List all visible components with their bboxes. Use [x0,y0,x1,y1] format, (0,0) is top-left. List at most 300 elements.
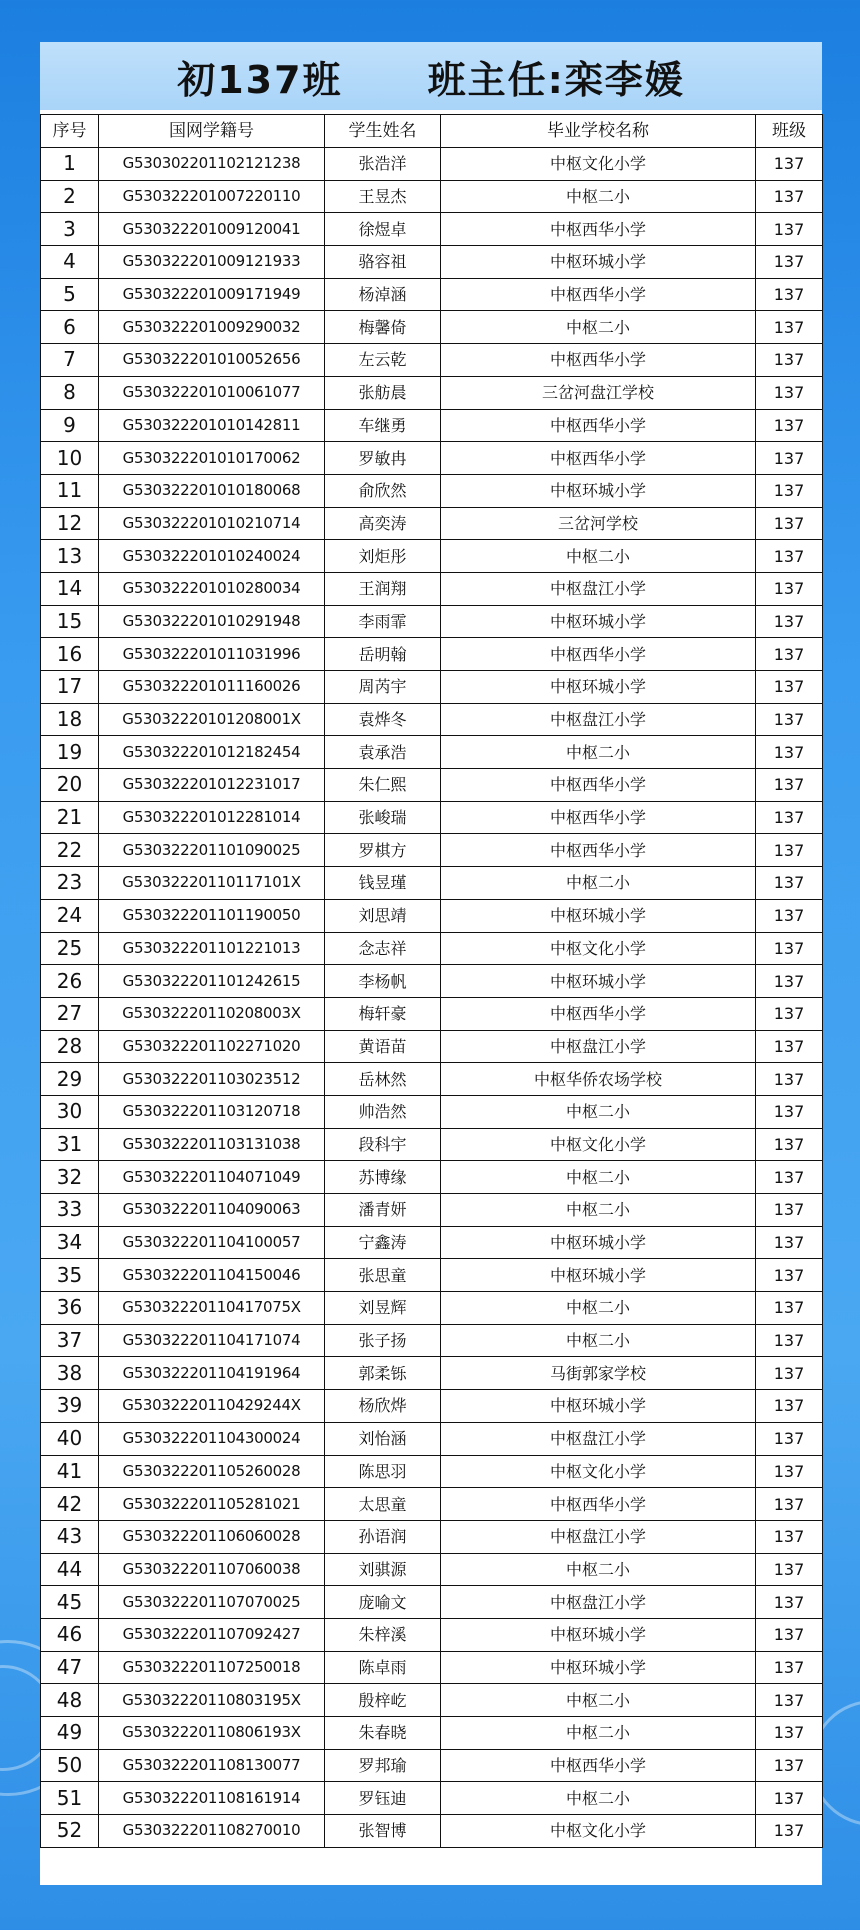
cell-student-name: 车继勇 [325,409,441,442]
cell-seq: 33 [41,1194,99,1227]
cell-student-name: 袁烨冬 [325,703,441,736]
cell-class: 137 [756,1520,823,1553]
cell-student-id: G530322201104150046 [99,1259,325,1292]
table-row [41,1618,823,1651]
cell-class: 137 [756,180,823,213]
table-row [41,1684,823,1717]
cell-student-name: 李杨帆 [325,965,441,998]
table-row [41,1324,823,1357]
cell-school: 中枢二小 [441,867,756,900]
cell-student-name: 朱春晓 [325,1717,441,1750]
cell-class: 137 [756,572,823,605]
cell-student-name: 刘昱辉 [325,1292,441,1325]
cell-seq: 50 [41,1749,99,1782]
table-row [41,1259,823,1292]
cell-seq: 12 [41,507,99,540]
cell-seq: 22 [41,834,99,867]
cell-school: 中枢盘江小学 [441,1030,756,1063]
cell-seq: 36 [41,1292,99,1325]
cell-class: 137 [756,1095,823,1128]
cell-seq: 48 [41,1684,99,1717]
cell-student-id: G530322201011160026 [99,671,325,704]
cell-school: 中枢西华小学 [441,997,756,1030]
cell-student-name: 郭柔铄 [325,1357,441,1390]
cell-school: 中枢环城小学 [441,605,756,638]
cell-class: 137 [756,1717,823,1750]
roster-title [40,42,822,110]
cell-student-name: 岳明翰 [325,638,441,671]
table-row [41,278,823,311]
cell-seq: 11 [41,474,99,507]
cell-class: 137 [756,932,823,965]
table-row [41,1194,823,1227]
cell-school: 中枢西华小学 [441,213,756,246]
cell-class: 137 [756,278,823,311]
cell-seq: 30 [41,1095,99,1128]
cell-seq: 26 [41,965,99,998]
cell-school: 中枢环城小学 [441,965,756,998]
table-row [41,1553,823,1586]
table-row [41,1226,823,1259]
cell-student-id: G530322201010061077 [99,376,325,409]
cell-student-name: 帅浩然 [325,1095,441,1128]
cell-student-name: 张子扬 [325,1324,441,1357]
cell-student-id: G530322201106060028 [99,1520,325,1553]
cell-school: 中枢二小 [441,1095,756,1128]
cell-seq: 27 [41,997,99,1030]
table-row [41,834,823,867]
cell-class: 137 [756,1488,823,1521]
cell-student-id: G53032220101208001X [99,703,325,736]
cell-class: 137 [756,1226,823,1259]
table-row [41,1782,823,1815]
cell-school: 中枢环城小学 [441,1259,756,1292]
cell-school: 中枢二小 [441,1717,756,1750]
cell-student-name: 陈卓雨 [325,1651,441,1684]
cell-student-id: G530322201108130077 [99,1749,325,1782]
cell-student-id: G530322201007220110 [99,180,325,213]
cell-seq: 41 [41,1455,99,1488]
cell-student-name: 张智博 [325,1815,441,1848]
table-row [41,442,823,475]
cell-school: 中枢二小 [441,180,756,213]
cell-student-id: G53032220110417075X [99,1292,325,1325]
cell-school: 中枢环城小学 [441,671,756,704]
cell-school: 中枢西华小学 [441,638,756,671]
cell-student-name: 杨淖涵 [325,278,441,311]
cell-student-name: 李雨霏 [325,605,441,638]
cell-class: 137 [756,899,823,932]
column-header-student-id: 国网学籍号 [99,115,325,148]
cell-school: 中枢环城小学 [441,474,756,507]
cell-class: 137 [756,671,823,704]
cell-class: 137 [756,1618,823,1651]
cell-seq: 19 [41,736,99,769]
cell-seq: 13 [41,540,99,573]
cell-student-name: 苏博缘 [325,1161,441,1194]
cell-student-id: G530322201104090063 [99,1194,325,1227]
cell-seq: 51 [41,1782,99,1815]
cell-class: 137 [756,1128,823,1161]
cell-student-id: G53032220110429244X [99,1390,325,1423]
cell-class: 137 [756,1063,823,1096]
table-row [41,1390,823,1423]
column-header-student-name: 学生姓名 [325,115,441,148]
table-row [41,1422,823,1455]
cell-student-name: 朱仁熙 [325,769,441,802]
cell-student-name: 殷梓屹 [325,1684,441,1717]
table-row [41,1455,823,1488]
cell-student-id: G530322201010210714 [99,507,325,540]
table-row [41,1520,823,1553]
cell-class: 137 [756,213,823,246]
cell-student-name: 刘炬彤 [325,540,441,573]
cell-student-name: 杨欣烨 [325,1390,441,1423]
cell-seq: 7 [41,344,99,377]
cell-student-name: 罗钰迪 [325,1782,441,1815]
table-row [41,1586,823,1619]
cell-student-id: G53032220110806193X [99,1717,325,1750]
table-row [41,1651,823,1684]
table-row [41,409,823,442]
table-row [41,997,823,1030]
table-row [41,213,823,246]
cell-class: 137 [756,442,823,475]
cell-student-id: G530302201102121238 [99,148,325,181]
cell-student-name: 刘怡涵 [325,1422,441,1455]
cell-school: 中枢盘江小学 [441,1520,756,1553]
cell-seq: 35 [41,1259,99,1292]
cell-class: 137 [756,1422,823,1455]
cell-student-name: 段科宇 [325,1128,441,1161]
cell-seq: 37 [41,1324,99,1357]
cell-seq: 29 [41,1063,99,1096]
cell-school: 中枢华侨农场学校 [441,1063,756,1096]
cell-seq: 43 [41,1520,99,1553]
cell-seq: 31 [41,1128,99,1161]
cell-student-id: G530322201101221013 [99,932,325,965]
cell-student-id: G530322201105281021 [99,1488,325,1521]
cell-student-id: G530322201103131038 [99,1128,325,1161]
cell-student-id: G530322201103120718 [99,1095,325,1128]
cell-class: 137 [756,246,823,279]
student-roster-table [40,114,823,1848]
cell-class: 137 [756,1357,823,1390]
column-header-class: 班级 [756,115,823,148]
cell-student-name: 岳林然 [325,1063,441,1096]
cell-student-id: G530322201009121933 [99,246,325,279]
cell-class: 137 [756,1455,823,1488]
cell-school: 中枢环城小学 [441,1651,756,1684]
cell-school: 中枢二小 [441,736,756,769]
cell-student-name: 张思童 [325,1259,441,1292]
cell-student-id: G530322201010142811 [99,409,325,442]
cell-school: 中枢环城小学 [441,1390,756,1423]
cell-class: 137 [756,409,823,442]
cell-student-id: G530322201009290032 [99,311,325,344]
cell-student-name: 宁鑫涛 [325,1226,441,1259]
head-teacher: 班主任:栾李媛 [427,57,685,102]
cell-seq: 16 [41,638,99,671]
cell-seq: 9 [41,409,99,442]
cell-student-id: G530322201107060038 [99,1553,325,1586]
cell-student-id: G530322201012281014 [99,801,325,834]
cell-student-name: 陈思羽 [325,1455,441,1488]
cell-seq: 46 [41,1618,99,1651]
cell-seq: 32 [41,1161,99,1194]
table-row [41,507,823,540]
cell-class: 137 [756,1259,823,1292]
cell-school: 中枢文化小学 [441,1128,756,1161]
cell-class: 137 [756,1324,823,1357]
table-row [41,474,823,507]
table-row [41,703,823,736]
cell-school: 中枢盘江小学 [441,1586,756,1619]
cell-student-id: G530322201104191964 [99,1357,325,1390]
cell-student-id: G530322201101242615 [99,965,325,998]
cell-student-name: 钱昱瑾 [325,867,441,900]
table-row [41,180,823,213]
cell-student-name: 高奕涛 [325,507,441,540]
cell-student-name: 罗敏冉 [325,442,441,475]
table-row [41,1717,823,1750]
cell-class: 137 [756,769,823,802]
cell-student-name: 张峻瑞 [325,801,441,834]
cell-class: 137 [756,801,823,834]
table-row [41,932,823,965]
cell-class: 137 [756,1553,823,1586]
cell-class: 137 [756,703,823,736]
table-row [41,311,823,344]
table-row [41,376,823,409]
cell-seq: 17 [41,671,99,704]
cell-student-name: 庞喻文 [325,1586,441,1619]
cell-seq: 21 [41,801,99,834]
class-roster-sheet [40,42,822,1885]
cell-student-name: 张浩洋 [325,148,441,181]
table-header-row [41,115,823,148]
cell-school: 中枢西华小学 [441,409,756,442]
table-row [41,1815,823,1848]
cell-seq: 1 [41,148,99,181]
cell-school: 中枢西华小学 [441,1488,756,1521]
cell-school: 中枢西华小学 [441,278,756,311]
cell-student-id: G530322201011031996 [99,638,325,671]
cell-student-name: 王昱杰 [325,180,441,213]
cell-class: 137 [756,1749,823,1782]
cell-student-name: 左云乾 [325,344,441,377]
cell-student-id: G530322201010291948 [99,605,325,638]
cell-seq: 42 [41,1488,99,1521]
cell-student-id: G530322201104171074 [99,1324,325,1357]
cell-student-id: G530322201012182454 [99,736,325,769]
cell-student-id: G530322201104071049 [99,1161,325,1194]
cell-student-name: 刘思靖 [325,899,441,932]
cell-seq: 40 [41,1422,99,1455]
cell-student-id: G530322201010240024 [99,540,325,573]
cell-seq: 45 [41,1586,99,1619]
cell-school: 三岔河学校 [441,507,756,540]
cell-seq: 8 [41,376,99,409]
cell-seq: 3 [41,213,99,246]
cell-student-id: G530322201010180068 [99,474,325,507]
cell-class: 137 [756,867,823,900]
cell-class: 137 [756,474,823,507]
cell-student-name: 梅馨倚 [325,311,441,344]
cell-class: 137 [756,834,823,867]
cell-school: 中枢西华小学 [441,442,756,475]
cell-class: 137 [756,1194,823,1227]
cell-school: 中枢环城小学 [441,1226,756,1259]
cell-student-id: G530322201010170062 [99,442,325,475]
cell-student-id: G530322201102271020 [99,1030,325,1063]
cell-student-name: 刘骐源 [325,1553,441,1586]
table-row [41,1128,823,1161]
cell-seq: 5 [41,278,99,311]
cell-student-id: G530322201012231017 [99,769,325,802]
cell-class: 137 [756,605,823,638]
cell-school: 中枢环城小学 [441,1618,756,1651]
table-row [41,344,823,377]
cell-student-name: 周芮宇 [325,671,441,704]
cell-school: 中枢二小 [441,311,756,344]
cell-school: 中枢西华小学 [441,769,756,802]
cell-seq: 47 [41,1651,99,1684]
table-row [41,671,823,704]
cell-class: 137 [756,1586,823,1619]
cell-student-name: 骆容祖 [325,246,441,279]
cell-seq: 34 [41,1226,99,1259]
cell-school: 中枢二小 [441,1324,756,1357]
cell-seq: 28 [41,1030,99,1063]
cell-seq: 6 [41,311,99,344]
table-row [41,540,823,573]
table-row [41,1095,823,1128]
cell-seq: 24 [41,899,99,932]
cell-seq: 18 [41,703,99,736]
cell-student-name: 张舫晨 [325,376,441,409]
cell-class: 137 [756,148,823,181]
table-body [41,148,823,1848]
cell-school: 中枢西华小学 [441,801,756,834]
table-row [41,1030,823,1063]
cell-student-id: G530322201009171949 [99,278,325,311]
cell-seq: 39 [41,1390,99,1423]
cell-school: 中枢二小 [441,1292,756,1325]
cell-student-id: G530322201105260028 [99,1455,325,1488]
cell-class: 137 [756,997,823,1030]
cell-class: 137 [756,1161,823,1194]
table-row [41,1357,823,1390]
cell-class: 137 [756,376,823,409]
cell-class: 137 [756,1390,823,1423]
cell-student-id: G530322201107250018 [99,1651,325,1684]
cell-class: 137 [756,1815,823,1848]
cell-school: 中枢西华小学 [441,834,756,867]
table-row [41,736,823,769]
cell-student-id: G530322201010052656 [99,344,325,377]
cell-class: 137 [756,1030,823,1063]
cell-seq: 15 [41,605,99,638]
cell-class: 137 [756,1651,823,1684]
cell-student-name: 王润翔 [325,572,441,605]
table-row [41,1063,823,1096]
table-row [41,1292,823,1325]
cell-student-name: 罗棋方 [325,834,441,867]
cell-seq: 2 [41,180,99,213]
cell-student-name: 袁承浩 [325,736,441,769]
cell-student-id: G530322201101090025 [99,834,325,867]
cell-student-id: G530322201108270010 [99,1815,325,1848]
cell-school: 中枢二小 [441,540,756,573]
cell-school: 中枢西华小学 [441,1749,756,1782]
table-row [41,246,823,279]
cell-student-id: G530322201103023512 [99,1063,325,1096]
cell-student-name: 黄语苗 [325,1030,441,1063]
cell-seq: 52 [41,1815,99,1848]
table-row [41,769,823,802]
cell-school: 中枢文化小学 [441,932,756,965]
column-header-seq: 序号 [41,115,99,148]
cell-seq: 38 [41,1357,99,1390]
table-row [41,867,823,900]
cell-school: 马街郭家学校 [441,1357,756,1390]
cell-student-name: 俞欣然 [325,474,441,507]
cell-student-id: G530322201108161914 [99,1782,325,1815]
table-row [41,965,823,998]
cell-school: 中枢二小 [441,1684,756,1717]
cell-student-name: 朱梓溪 [325,1618,441,1651]
cell-class: 137 [756,965,823,998]
cell-student-id: G53032220110208003X [99,997,325,1030]
cell-student-id: G530322201101190050 [99,899,325,932]
cell-seq: 4 [41,246,99,279]
cell-seq: 14 [41,572,99,605]
cell-student-id: G530322201010280034 [99,572,325,605]
cell-class: 137 [756,507,823,540]
table-row [41,148,823,181]
cell-student-id: G530322201009120041 [99,213,325,246]
cell-school: 中枢文化小学 [441,1815,756,1848]
cell-seq: 20 [41,769,99,802]
cell-class: 137 [756,1782,823,1815]
table-row [41,638,823,671]
table-row [41,801,823,834]
cell-school: 中枢二小 [441,1161,756,1194]
cell-student-name: 罗邦瑜 [325,1749,441,1782]
table-row [41,1488,823,1521]
cell-student-id: G530322201104100057 [99,1226,325,1259]
cell-class: 137 [756,638,823,671]
table-row [41,1161,823,1194]
cell-school: 中枢盘江小学 [441,703,756,736]
cell-class: 137 [756,311,823,344]
cell-student-name: 念志祥 [325,932,441,965]
cell-student-name: 梅轩豪 [325,997,441,1030]
table-row [41,1749,823,1782]
cell-student-id: G530322201107070025 [99,1586,325,1619]
cell-seq: 23 [41,867,99,900]
cell-school: 中枢西华小学 [441,344,756,377]
cell-school: 中枢文化小学 [441,148,756,181]
cell-class: 137 [756,1684,823,1717]
cell-class: 137 [756,736,823,769]
cell-seq: 44 [41,1553,99,1586]
cell-class: 137 [756,540,823,573]
cell-seq: 49 [41,1717,99,1750]
cell-school: 中枢盘江小学 [441,1422,756,1455]
cell-student-name: 太思童 [325,1488,441,1521]
